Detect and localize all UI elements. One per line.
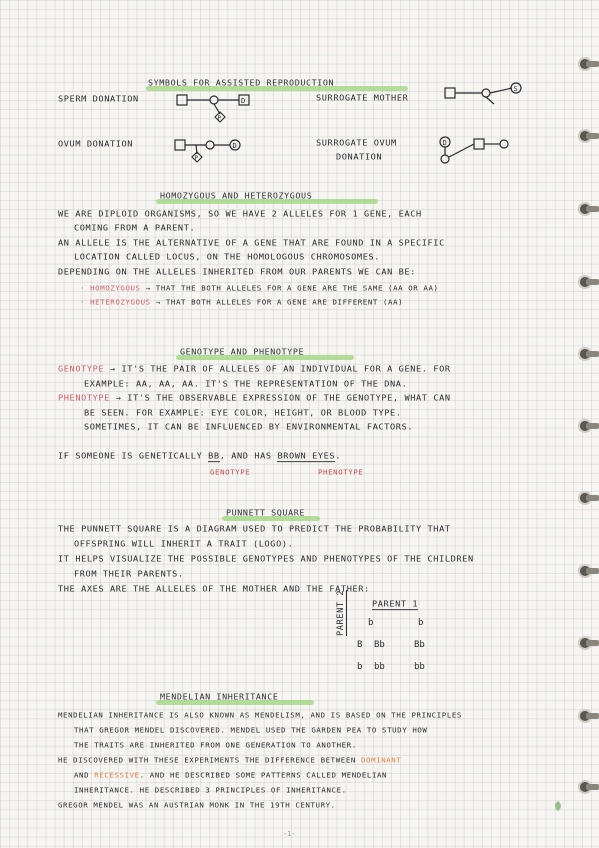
binder-ring [577,637,599,651]
binder-ring [577,420,599,434]
punnett-top-allele: b [418,618,424,628]
surrogate-ovum-label-2: DONATION [336,153,383,163]
parent-2-label: PARENT 2 [336,589,346,636]
surrogate-mother-label: SURROGATE MOTHER [316,94,409,104]
homo-line-5: DEPENDING ON THE ALLELES INHERITED FROM OUR PARENTS WE CAN BE: [58,268,416,278]
genotype-tag: GENOTYPE [210,468,251,477]
mendel-line-1: MENDELIAN INHERITANCE IS ALSO KNOWN AS MENDELISM, AND IS BASED ON THE PRINCIPLES [58,711,462,720]
sperm-donation-symbol [172,86,254,130]
punnett-side-allele: B [357,640,363,650]
punnett-line-5: THE AXES ARE THE ALLELES OF THE MOTHER AND THE FATHER: [58,585,370,595]
mendel-line-3: THE TRAITS ARE INHERITED FROM ONE GENERATION TO ANOTHER. [74,741,357,750]
ovum-donation-symbol [170,130,250,170]
binder-ring [577,130,599,144]
genotype-example: IF SOMEONE IS GENETICALLY BB, AND HAS BROWN EYES. [58,452,341,462]
svg-text:D: D [442,139,447,147]
leaf-logo [552,800,564,812]
punnett-line-4: FROM THEIR PARENTS. [74,570,184,580]
binder-ring [577,492,599,506]
ovum-donation-label: OVUM DONATION [58,140,134,150]
punnett-line-3: IT HELPS VISUALIZE THE POSSIBLE GENOTYPES AND PHENOTYPES OF THE CHILDREN [58,555,474,565]
page-number: -1- [283,830,296,838]
svg-text:P: P [217,115,222,122]
genotype-line-2: EXAMPLE: AA, AA, AA. IT'S THE REPRESENTATION OF THE DNA. [84,380,408,390]
binder-ring [577,781,599,795]
homo-line-4: LOCATION CALLED LOCUS, ON THE HOMOLOGOUS CHROMOSOMES. [74,253,381,263]
heterozygous-bullet: · HETEROZYGOUS → THAT BOTH ALLELES FOR A GENE ARE DIFFERENT (AA) [80,298,404,307]
svg-text:S: S [513,85,518,93]
homo-line-1: WE ARE DIPLOID ORGANISMS, SO WE HAVE 2 ALLELES FOR 1 GENE, EACH [58,210,422,220]
mendel-line-2: THAT GREGOR MENDEL DISCOVERED. MENDEL USED THE GARDEN PEA TO STUDY HOW [74,726,428,735]
genotype-line-1: GENOTYPE → IT'S THE PAIR OF ALLELES OF AN INDIVIDUAL FOR A GENE. FOR [58,365,451,375]
binder-ring [577,58,599,72]
binder-ring [577,276,599,290]
svg-text:D: D [241,97,246,105]
surrogate-ovum-symbol [432,130,522,170]
mendel-line-6: INHERITANCE. HE DESCRIBED 3 PRINCIPLES OF INHERITANCE. [74,786,347,795]
mendel-title: MENDELIAN INHERITANCE [160,692,279,702]
punnett-title: PUNNETT SQUARE [226,508,305,518]
parent-1-label: PARENT 1 [372,600,419,610]
homo-line-3: AN ALLELE IS THE ALTERNATIVE OF A GENE THAT ARE FOUND IN A SPECIFIC [58,239,445,249]
punnett-top-allele: b [368,618,374,628]
punnett-cell: bb [414,662,425,672]
punnett-side-allele: b [357,662,363,672]
homo-line-2: COMING FROM A PARENT. [74,224,196,234]
binder-ring [577,348,599,362]
punnett-line-2: OFFSPRING WILL INHERIT A TRAIT (LOGO). [74,540,294,550]
phenotype-tag: PHENOTYPE [318,468,364,477]
phenotype-line-1: PHENOTYPE → IT'S THE OBSERVABLE EXPRESSION OF THE GENOTYPE, WHAT CAN [58,394,451,404]
phenotype-line-3: SOMETIMES, IT CAN BE INFLUENCED BY ENVIRONMENTAL FACTORS. [84,423,414,433]
surrogate-mother-symbol [442,80,532,114]
binder-ring [577,710,599,724]
punnett-cell: Bb [414,640,425,650]
punnett-line-1: THE PUNNETT SQUARE IS A DIAGRAM USED TO PREDICT THE PROBABILITY THAT [58,525,451,535]
geno-title: GENOTYPE AND PHENOTYPE [180,347,305,357]
binder-ring [577,565,599,579]
mendel-line-5: AND RECESSIVE. AND HE DESCRIBED SOME PATTERNS CALLED MENDELIAN [74,771,388,780]
punnett-cell: bb [374,662,385,672]
punnett-cell: Bb [374,640,385,650]
sperm-donation-label: SPERM DONATION [58,95,139,105]
homozygous-bullet: · HOMOZYGOUS → THAT THE BOTH ALLELES FOR A GENE ARE THE SAME (AA OR AA) [80,284,439,293]
phenotype-line-2: BE SEEN. FOR EXAMPLE: EYE COLOR, HEIGHT, OR BLOOD TYPE. [84,409,402,419]
svg-text:P: P [194,155,199,162]
symbols-title: SYMBOLS FOR ASSISTED REPRODUCTION [148,78,335,88]
surrogate-ovum-label-1: SURROGATE OVUM [316,139,397,149]
mendel-line-4: HE DISCOVERED WITH THESE EXPERIMENTS THE DIFFERENCE BETWEEN DOMINANT [58,756,402,765]
svg-text:D: D [232,142,237,150]
homo-title: HOMOZYGOUS AND HETEROZYGOUS [160,191,313,201]
mendel-line-7: GREGOR MENDEL WAS AN AUSTRIAN MONK IN THE 19TH CENTURY. [58,801,336,810]
binder-ring [577,203,599,217]
